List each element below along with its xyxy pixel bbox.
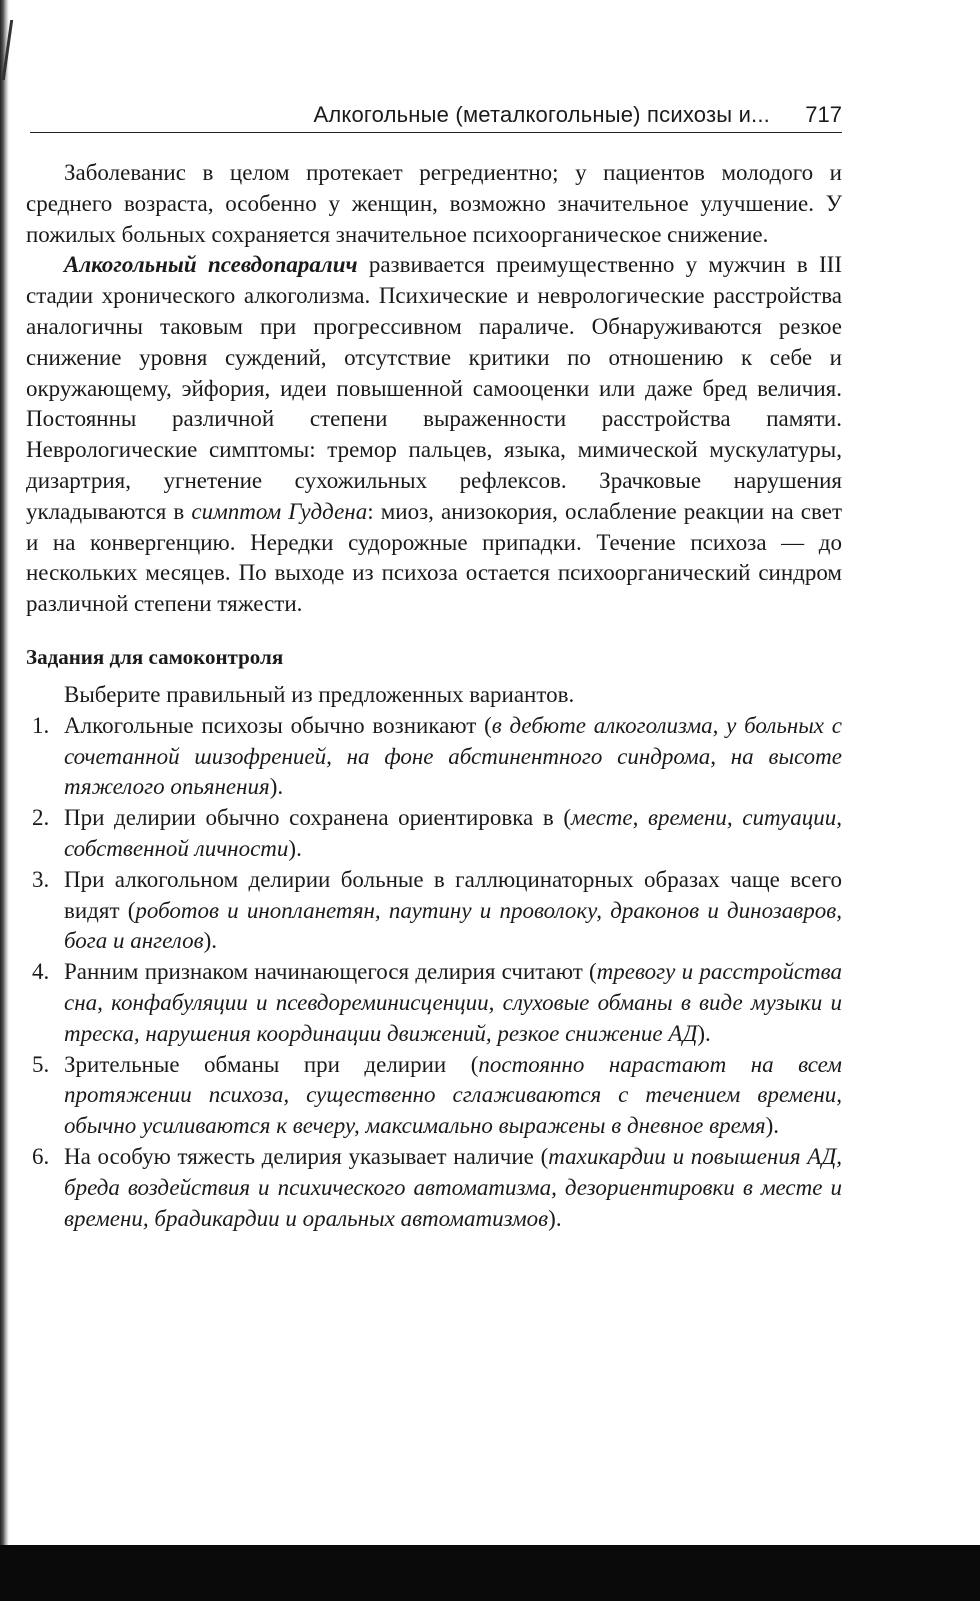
page-number: 717 [805, 102, 842, 127]
task-item-4 [26, 957, 842, 1049]
section-title: Задания для самоконтроля [26, 644, 284, 669]
scan-edge-bottom [0, 1545, 980, 1601]
task-end: ). [765, 1113, 780, 1139]
task-text: При алкогольном делирии больные в галлюцинаторных образах чаще всего видят ( [64, 866, 842, 923]
term-gudden-symptom: симптом Гуддена [191, 498, 368, 524]
task-text: При делирии обычно сохранена ориентировка в ( [64, 805, 572, 831]
task-text: Ранним признаком начинающегося делирия считают ( [64, 959, 597, 985]
task-number: 1. [32, 712, 50, 738]
task-number: 5. [32, 1051, 50, 1077]
task-number: 3. [32, 866, 50, 892]
task-end: ). [697, 1020, 711, 1046]
term-alcoholic-pseudoparalysis: Алкогольный псевдопаралич [64, 252, 358, 278]
task-options: роботов и инопланетян, паутину и проволоку, драконов и динозавров, бога и ангелов [64, 897, 842, 954]
paragraph-2-text-b: : миоз, анизокория, ослабление реакции на свет и на конвергенцию. Нередки судорожные припадки. Течение психоза — до нескольких месяцев. По выходе из психоза остается психоорганический синдром различной степени тяжести. [26, 498, 842, 617]
running-head [30, 102, 842, 133]
task-end: ). [548, 1205, 562, 1231]
task-text: На особую тяжесть делирия указывает наличие ( [64, 1143, 549, 1169]
task-item-2 [26, 803, 842, 865]
scan-edge-left [0, 0, 9, 1545]
task-options: тахикардии и повышения АД, бреда воздействия и психического автоматизма, дезориентировки в месте и времени, брадикардии и оральных автоматизмов [64, 1143, 842, 1231]
task-item-5 [26, 1050, 842, 1142]
paragraph-2 [26, 250, 842, 620]
task-number: 2. [32, 805, 50, 831]
task-number: 6. [32, 1143, 50, 1169]
task-options: постоянно нарастают на всем протяжении психоза, существенно сглаживаются с течением времени, обычно усиливаются к вечеру, максимально выражены в дневное время [64, 1051, 842, 1139]
paragraph-2-text-a: развивается преимущественно у мужчин в III стадии хронического алкоголизма. Психические и неврологические расстройства аналогичны таковым при прогрессивном параличе. Обнаруживаются резкое снижение уровня суждений, отсутствие критики по отношению к себе и окружающему, эйфория, идеи повышенной самооценки или даже бред величия. Постоянны различной степени выраженности расстройства памяти. Неврологические симптомы: тремор пальцев, языка, мимической мускулатуры, дизартрия, угнетение сухожильных рефлексов. Зрачковые нарушения укладываются в [26, 252, 842, 524]
task-options: месте, времени, ситуации, собственной личности [64, 805, 843, 861]
task-text: Алкогольные психозы обычно возникают ( [64, 712, 492, 738]
task-end: ). [269, 774, 284, 800]
task-item-6 [26, 1142, 842, 1234]
task-item-3 [26, 865, 842, 957]
task-end: ). [288, 835, 302, 861]
task-item-1 [26, 711, 842, 803]
page-body [26, 158, 842, 1234]
section-intro: Выберите правильный из предложенных вариантов. [64, 681, 575, 707]
task-number: 4. [32, 959, 50, 985]
paragraph-1: Заболеванис в целом протекает регредиентно; у пациентов молодого и среднего возраста, особенно у женщин, возможно значительное улучшение. У пожилых больных сохраняется значительное психоорганическое снижение. [26, 160, 842, 247]
running-head-title: Алкогольные (металкогольные) психозы и... [313, 102, 770, 127]
task-options: тревогу и расстройства сна, конфабуляции и псевдореминисценции, слуховые обманы в виде музыки и треска, нарушения координации движений, резкое снижение АД [64, 959, 842, 1046]
task-list [26, 711, 842, 1235]
task-options: в дебюте алкоголизма, у больных с сочетанной шизофренией, на фоне абстинентного синдрома, на высоте тяжелого опьянения [64, 712, 842, 800]
task-text: Зрительные обманы при делирии ( [64, 1051, 479, 1077]
task-end: ). [203, 928, 217, 954]
